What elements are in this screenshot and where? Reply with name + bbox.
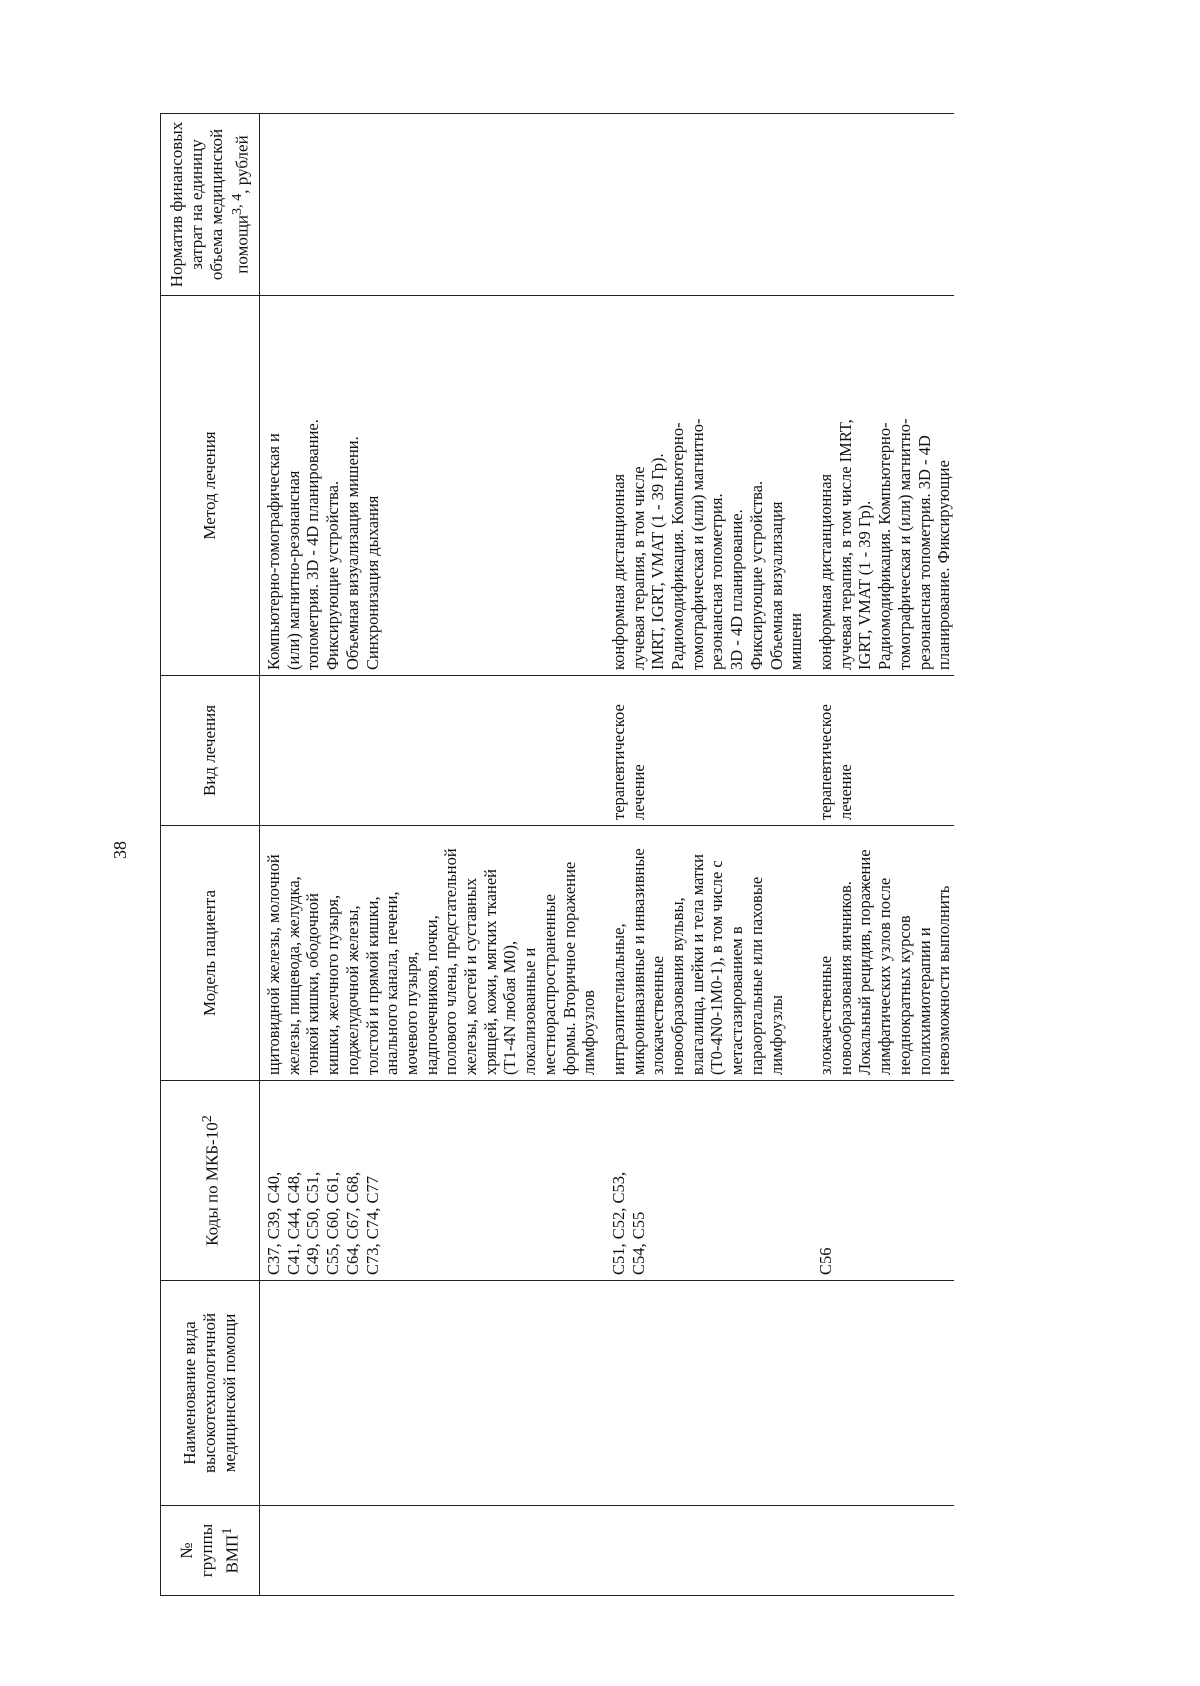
cell-cost [605, 114, 812, 296]
cell-cost [812, 114, 954, 296]
cell-patient-model: щитовидной железы, молочной железы, пищевода, желудка, тонкой кишки, ободочной кишки, желчного пузыря, поджелудочной железы, толстой и прямой кишки, анального канала, печени, мочевого пузыря, надпочечников, почки, полового члена, предстательной железы, костей и суставных хрящей, кожи, мягких тканей (T1-4N любая M0), локализованные и местнораспространенные формы. Вторичное поражение лимфоузлов [260, 826, 605, 1081]
cell-treatment-method: конформная дистанционная лучевая терапия, в том числе IMRT, IGRT, VMAT (1 - 39 Гр). Радиомодификация. Компьютерно- томографическая и (или) магнитно- резонансная топометрия. 3D - 4D планирование. Фиксирующие [812, 296, 954, 676]
header-cost-standard: Норматив финансовых затрат на единицу объема медицинской помощи$^{3, 4}$, рублей [161, 114, 260, 296]
vmp-table [160, 113, 954, 1596]
header-patient-model: Модель пациента [161, 826, 260, 1081]
cell-vmp-name [260, 1281, 605, 1506]
cell-treatment-type [260, 676, 605, 826]
cell-treatment-method: Компьютерно-томографическая и (или) магнитно-резонансная топометрия. 3D - 4D планирование. Фиксирующие устройства. Объемная визуализация мишени. Синхронизация дыхания [260, 296, 605, 676]
cell-treatment-type: терапевтическое лечение [812, 676, 954, 826]
table-frame [160, 113, 954, 1596]
cell-patient-model: злокачественные новообразования яичников. Локальный рецидив, поражение лимфатических узлов после неоднократных курсов полихимиотерапии и невозможности выполнить [812, 826, 954, 1081]
cell-icd-codes: C37, C39, C40, C41, C44, C48, C49, C50, C51, C55, C60, C61, C64, C67, C68, C73, C74, C77 [260, 1081, 605, 1281]
header-vmp-name: Наименование вида высокотехнологичной медицинской помощи [161, 1281, 260, 1506]
cell-vmp-name [605, 1281, 812, 1506]
header-group-no: № группы ВМП$^1$ [161, 1506, 260, 1596]
table-header-row [161, 114, 260, 1596]
table-row [605, 114, 812, 1596]
table-row [812, 114, 954, 1596]
cell-cost [260, 114, 605, 296]
table-row [260, 114, 605, 1596]
cell-group-no [260, 1506, 605, 1596]
header-treatment-type: Вид лечения [161, 676, 260, 826]
cell-treatment-method: конформная дистанционная лучевая терапия, в том числе IMRT, IGRT, VMAT (1 - 39 Гр). Радиомодификация. Компьютерно- томографическая и (или) магнитно- резонансная топометрия. 3D - 4D планирование. Фиксирующие устройства. Объемная визуализация мишени [605, 296, 812, 676]
cell-group-no [605, 1506, 812, 1596]
cell-patient-model: интраэпителиальные, микроинвазивные и инвазивные злокачественные новообразования вульвы, влагалища, шейки и тела матки (T0-4N0-1M0-1), в том числе с метастазированием в параортальные или паховые лимфоузлы [605, 826, 812, 1081]
header-icd-codes: Коды по МКБ-$10^2$ [161, 1081, 260, 1281]
cell-vmp-name [812, 1281, 954, 1506]
cell-group-no [812, 1506, 954, 1596]
cell-icd-codes: C56 [812, 1081, 954, 1281]
page-number: 38 [110, 841, 130, 859]
cell-treatment-type: терапевтическое лечение [605, 676, 812, 826]
header-treatment-method: Метод лечения [161, 296, 260, 676]
cell-icd-codes: C51, C52, C53, C54, C55 [605, 1081, 812, 1281]
